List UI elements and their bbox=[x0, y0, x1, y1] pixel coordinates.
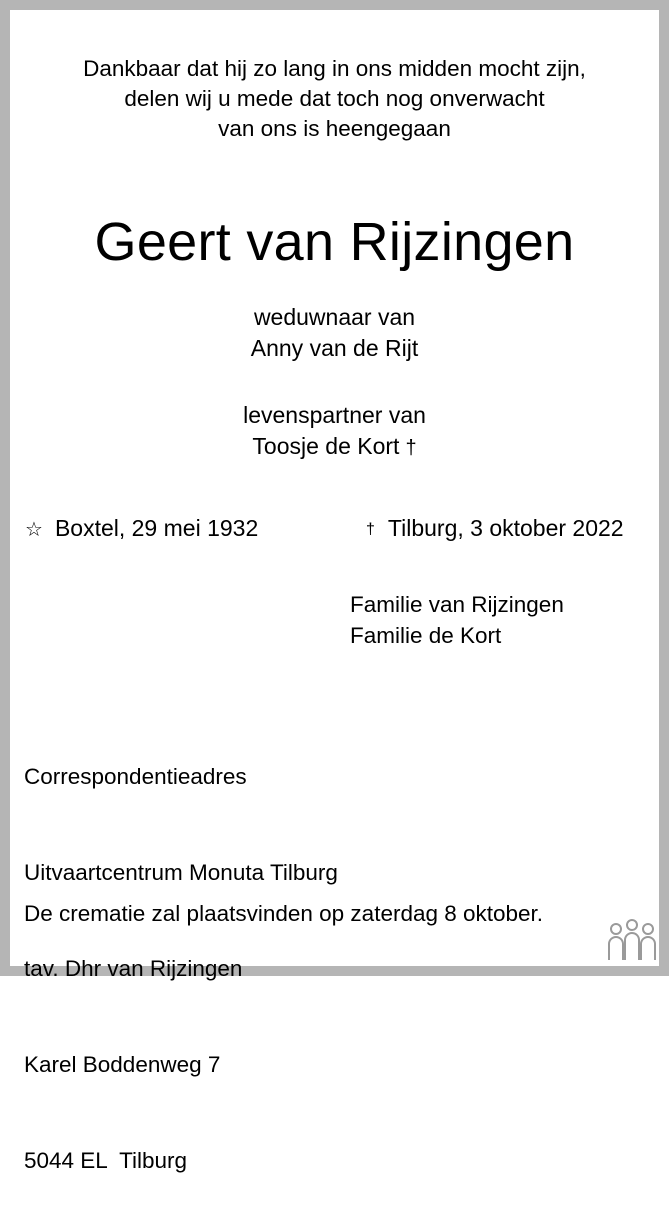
relation-partner bbox=[0, 400, 669, 464]
deceased-name: Geert van Rijzingen bbox=[94, 212, 575, 272]
birth-info bbox=[25, 512, 258, 546]
address-line-2: tav. Dhr van Rijzingen bbox=[24, 956, 243, 981]
address-line-1: Uitvaartcentrum Monuta Tilburg bbox=[24, 860, 338, 885]
intro-line-2: delen wij u mede dat toch nog onverwacht bbox=[124, 86, 545, 111]
intro-line-3: van ons is heengegaan bbox=[218, 116, 451, 141]
relation-role: weduwnaar van bbox=[253, 304, 416, 330]
relation-widower bbox=[0, 302, 669, 364]
cremation-notice: De crematie zal plaatsvinden op zaterdag 8 oktober. bbox=[24, 901, 544, 926]
star-icon: ☆ bbox=[25, 519, 43, 541]
relation-name: Anny van de Rijt bbox=[250, 335, 419, 361]
address-heading: Correspondentieadres bbox=[24, 764, 247, 789]
relation-role: levenspartner van bbox=[243, 402, 426, 428]
relation-name: Toosje de Kort bbox=[252, 433, 400, 459]
cross-icon: † bbox=[366, 521, 375, 538]
death-text: Tilburg, 3 oktober 2022 bbox=[387, 515, 624, 541]
address-line-3: Karel Boddenweg 7 bbox=[24, 1052, 221, 1077]
family-group-icon bbox=[606, 918, 658, 964]
correspondence-address bbox=[24, 697, 338, 1209]
death-info bbox=[366, 512, 624, 548]
relation-name-line bbox=[0, 431, 669, 464]
family-signatures bbox=[350, 589, 564, 651]
birth-text: Boxtel, 29 mei 1932 bbox=[54, 515, 259, 541]
intro-line-1: Dankbaar dat hij zo lang in ons midden mocht zijn, bbox=[83, 56, 586, 81]
family-line-2: Familie de Kort bbox=[350, 623, 502, 648]
cross-icon: † bbox=[405, 437, 417, 459]
address-line-4: 5044 EL Tilburg bbox=[24, 1148, 188, 1173]
intro-text bbox=[0, 54, 669, 144]
family-line-1: Familie van Rijzingen bbox=[350, 592, 564, 617]
